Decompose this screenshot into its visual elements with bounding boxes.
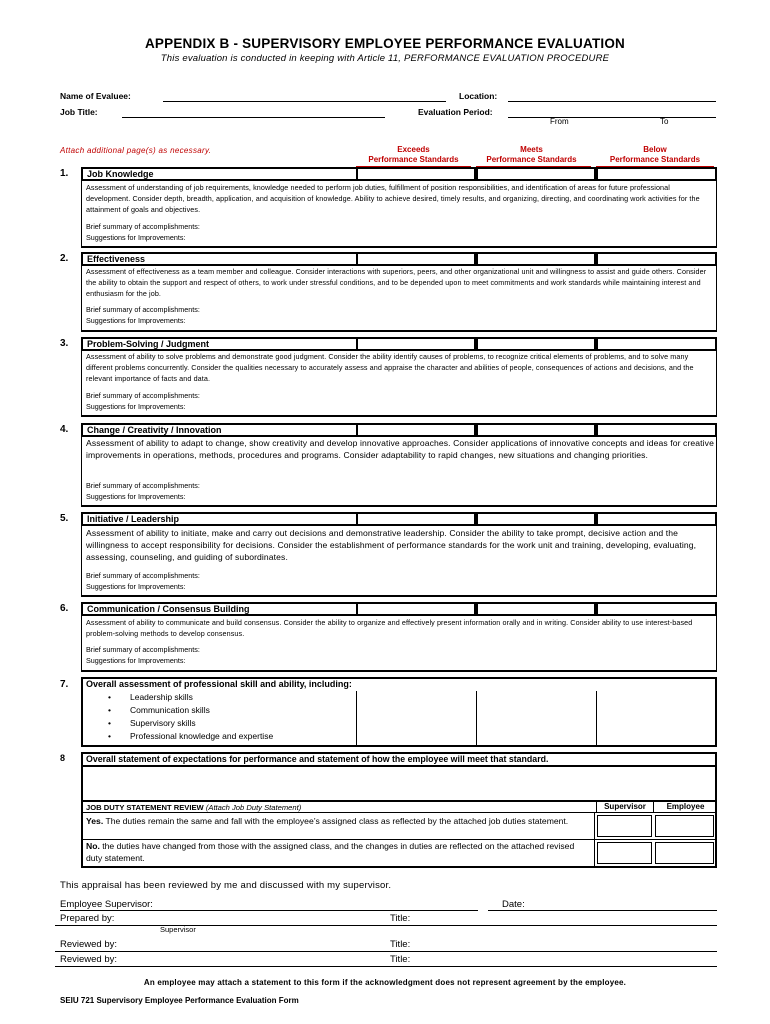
section-description: Assessment of understanding of job requirements, knowledge needed to perform job duties, fulfillment of position responsibilities, and identification of areas for future professional development. Consider depth, breadth, application, and acquisition of knowledge. Ability to achieve desired, timely results, and organizing, directing, and coordinating work activities for the attainment of goals and objectives. — [86, 183, 700, 214]
supervisor-yes-checkbox[interactable] — [597, 815, 652, 837]
employee-supervisor-field[interactable] — [60, 910, 478, 911]
section-description: Assessment of ability to adapt to change, show creativity and develop innovative approaches. Consider applications of innovative concepts and ideas for creative improvements in operations, methods, procedures and programs. Consider adaptability to rapid changes, new situations and changing priorities. — [86, 438, 714, 460]
rating-meets-checkbox[interactable] — [476, 252, 596, 266]
rating-below-checkbox[interactable] — [596, 167, 717, 181]
location-field[interactable] — [508, 101, 716, 102]
section-description: Assessment of ability to communicate and build consensus. Consider the ability to organize and effectively present information orally and in writing. Consider ability to use interest-based problem-solving methods to develop consensus. — [86, 618, 693, 638]
job-title-field[interactable] — [122, 117, 385, 118]
employee-yes-checkbox[interactable] — [655, 815, 714, 837]
suggestions-label: Suggestions for Improvements: — [86, 316, 186, 325]
section-title-change-creativity: Change / Creativity / Innovation — [81, 423, 356, 437]
rating-meets-checkbox[interactable] — [476, 512, 596, 526]
rating-below-checkbox[interactable] — [596, 423, 717, 437]
section-description: Assessment of ability to initiate, make and carry out decisions and demonstrative leadership. Consider the ability to take prompt, decisive action and the willingness to accept responsibility for decisions. Consider the establishment of performance standards for the work unit and training, developing, evaluating, assessing, counseling, and guiding of subordinates. — [86, 528, 697, 562]
suggestions-label: Suggestions for Improvements: — [86, 582, 186, 591]
location-label: Location: — [459, 91, 498, 101]
brief-summary-label: Brief summary of accomplishments: — [86, 305, 200, 314]
list-item: • Communication skills — [108, 704, 273, 717]
rating-below-checkbox[interactable] — [596, 602, 717, 616]
reviewed-by-label: Reviewed by: — [60, 954, 118, 965]
exceeds-header: Exceeds Performance Standards — [368, 145, 459, 164]
prepared-by-field[interactable] — [55, 925, 717, 926]
date-label: Date: — [502, 899, 525, 910]
below-header: Below Performance Standards — [609, 145, 701, 164]
rating-meets-checkbox[interactable] — [476, 423, 596, 437]
brief-summary-label: Brief summary of accomplishments: — [86, 645, 200, 654]
rating-exceeds-checkbox[interactable] — [356, 252, 476, 266]
supervisor-column-header: Supervisor — [596, 802, 654, 812]
section-description: Assessment of effectiveness as a team member and colleague. Consider interactions with superiors, peers, and other organizational unit and willingness to assist and guide others. Consider the ability to obtain the support and respect of others, to work under stressful conditions, and to be depended upon to meet commitments and work standards while maintaining interest and enthusiasm for the job. — [86, 267, 707, 298]
duties-yes-option: Yes. The duties remain the same and fall with the employee’s assigned class as reflected by the attached job duties statement. — [86, 816, 569, 826]
section-number: 7. — [60, 679, 69, 690]
section-number: 4. — [60, 424, 69, 435]
page-subtitle: This evaluation is conducted in keeping with Article 11, PERFORMANCE EVALUATION PROCEDURE — [160, 53, 610, 64]
duties-no-option: No. the duties have changed from those with the assigned class, and the changes in duties are reflected on the attached revised duty statement. — [86, 841, 575, 863]
section-title-job-knowledge: Job Knowledge — [81, 167, 356, 181]
brief-summary-label: Brief summary of accomplishments: — [86, 391, 200, 400]
prepared-title-label: Title: — [390, 913, 411, 924]
divider — [81, 765, 717, 767]
suggestions-label: Suggestions for Improvements: — [86, 402, 186, 411]
employee-no-checkbox[interactable] — [655, 842, 714, 864]
rating-exceeds-checkbox[interactable] — [356, 167, 476, 181]
section-8-title: Overall statement of expectations for performance and statement of how the employee will meet that standard. — [86, 754, 549, 764]
section-number: 5. — [60, 513, 69, 524]
rating-below-checkbox[interactable] — [596, 252, 717, 266]
attach-note: Attach additional page(s) as necessary. — [60, 146, 212, 155]
meets-header: Meets Performance Standards — [486, 145, 577, 164]
form-name: SEIU 721 Supervisory Employee Performance Evaluation Form — [60, 996, 299, 1005]
section-title-problem-solving: Problem-Solving / Judgment — [81, 337, 356, 351]
list-item: • Professional knowledge and expertise — [108, 730, 273, 743]
section-number: 3. — [60, 338, 69, 349]
rating-exceeds-checkbox[interactable] — [356, 512, 476, 526]
rating-meets-checkbox[interactable] — [476, 337, 596, 351]
suggestions-label: Suggestions for Improvements: — [86, 492, 186, 501]
list-item: • Supervisory skills — [108, 717, 273, 730]
supervisor-no-checkbox[interactable] — [597, 842, 652, 864]
rating-exceeds-checkbox[interactable] — [356, 337, 476, 351]
section-number: 2. — [60, 253, 69, 264]
suggestions-label: Suggestions for Improvements: — [86, 233, 186, 242]
reviewed-by-label: Reviewed by: — [60, 939, 118, 950]
job-duty-label: JOB DUTY STATEMENT REVIEW (Attach Job Duty Statement) — [86, 803, 302, 812]
page-title: APPENDIX B - SUPERVISORY EMPLOYEE PERFORMANCE EVALUATION — [144, 36, 625, 51]
section-7-title: Overall assessment of professional skill and ability, including: — [86, 679, 352, 689]
rating-meets-cell[interactable] — [476, 691, 596, 747]
footer-note: An employee may attach a statement to this form if the acknowledgment does not represent agreement by the employee. — [143, 978, 627, 987]
brief-summary-label: Brief summary of accomplishments: — [86, 481, 200, 490]
section-number: 1. — [60, 168, 69, 179]
section-title-initiative-leadership: Initiative / Leadership — [81, 512, 356, 526]
reviewed-title-label: Title: — [390, 954, 411, 965]
section-number: 6. — [60, 603, 69, 614]
rating-exceeds-checkbox[interactable] — [356, 602, 476, 616]
name-label: Name of Evaluee: — [60, 91, 131, 101]
from-label: From — [550, 117, 569, 126]
rating-below-checkbox[interactable] — [596, 337, 717, 351]
evaluation-period-field[interactable] — [508, 117, 716, 118]
brief-summary-label: Brief summary of accomplishments: — [86, 571, 200, 580]
to-label: To — [660, 117, 669, 126]
reviewed-by-field[interactable] — [55, 966, 717, 967]
brief-summary-label: Brief summary of accomplishments: — [86, 222, 200, 231]
rating-below-checkbox[interactable] — [596, 512, 717, 526]
section-number: 8 — [60, 753, 66, 763]
skills-list — [108, 691, 273, 743]
list-item: • Leadership skills — [108, 691, 273, 704]
prepared-by-label: Prepared by: — [60, 913, 115, 924]
section-title-effectiveness: Effectiveness — [81, 252, 356, 266]
employee-supervisor-label: Employee Supervisor: — [60, 899, 153, 910]
rating-below-cell[interactable] — [596, 691, 597, 747]
rating-exceeds-checkbox[interactable] — [356, 423, 476, 437]
evaluation-period-label: Evaluation Period: — [418, 107, 493, 117]
reviewed-by-field[interactable] — [55, 951, 717, 952]
supervisor-caption: Supervisor — [160, 925, 196, 934]
rating-meets-checkbox[interactable] — [476, 167, 596, 181]
divider — [81, 812, 717, 813]
rating-exceeds-cell[interactable] — [356, 691, 476, 747]
reviewed-note: This appraisal has been reviewed by me and discussed with my supervisor. — [60, 880, 392, 891]
name-field[interactable] — [163, 101, 446, 102]
date-field[interactable] — [488, 910, 717, 911]
section-title-communication: Communication / Consensus Building — [81, 602, 356, 616]
section-description: Assessment of ability to solve problems and demonstrate good judgment. Consider the ability identify causes of problems, to recognize critical elements of problems, and to solve many different problems concurrently. Consider the qualities necessary to accurately assess and appraise the character and abilities of people, consequences of actions and decisions, and the relevant importance of facts and data. — [86, 352, 694, 383]
suggestions-label: Suggestions for Improvements: — [86, 656, 186, 665]
job-title-label: Job Title: — [60, 107, 98, 117]
reviewed-title-label: Title: — [390, 939, 411, 950]
rating-meets-checkbox[interactable] — [476, 602, 596, 616]
employee-column-header: Employee — [666, 802, 705, 811]
divider — [594, 812, 595, 868]
